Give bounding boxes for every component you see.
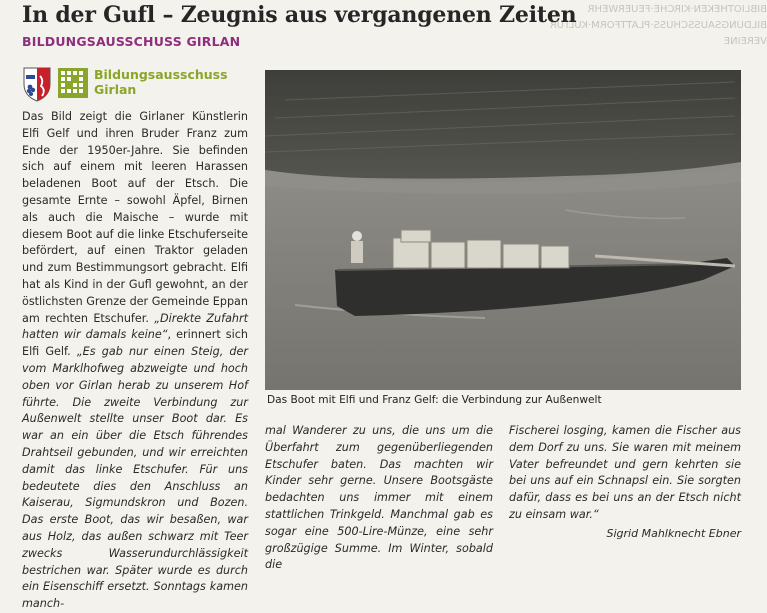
attribution-text: , erinnert sich Elfi Gelf.	[22, 328, 248, 359]
quote-recollection: „Es gab nur einen Steig, der vom Marklhofweg abzweigte und hoch oben vor Girlan herab zu unserem Hof führte. Die zweite Verbindung zur Außenwelt stellte unser Boot dar. Es war an ein über die Etsch führendes Drahtseil gebunden, und wir erreichten damit das linke Etschufer. Für uns bedeutete dies den Anschluss an Kaiserau, Sigmundskron und Bozen. Das erste Boot, das wir besaßen, war aus Holz, das außen schwarz mit Teer zwecks Wasserundurchlässigkeit bestrichen war. Später wurde es durch ein Eisenschiff ersetzt. Sonntags kamen manch-	[22, 345, 248, 611]
article-photo	[265, 70, 741, 390]
article-column-2	[265, 423, 493, 574]
bleed-through-text: BIBLIOTHEKEN·KIRCHE·FEUERWEHR BILDUNGSAUSSCHUSS·PLATTFORM·KULTUR VEREINE	[549, 4, 767, 47]
eppan-coat-of-arms-icon	[22, 66, 52, 102]
column-1-intro: Das Bild zeigt die Girlaner Künstlerin Elfi Gelf und ihren Bruder Franz zum Ende der 1950er-Jahre. Sie befinden sich auf einem mit leeren Harassen beladenen Boot auf der Etsch. Die gesamte Ernte – sowohl Äpfel, Birnen als auch die Maische – wurde mit diesem Boot auf die linke Etschuferseite befördert, auf einen Traktor geladen und zum Bestimmungsort gebracht. Elfi hat als Kind in der Gufl gewohnt, an der östlichsten Grenze der Gemeinde Eppan am rechten Etschufer.	[22, 110, 249, 325]
boat-photo-image	[265, 70, 741, 390]
article-column-3	[509, 423, 741, 524]
article-subtitle: BILDUNGSAUSSCHUSS GIRLAN	[22, 34, 241, 49]
bildungsausschuss-grid-logo-icon	[58, 68, 88, 98]
column-2-text: mal Wanderer zu uns, die uns um die Überfahrt zum gegenüberliegenden Etschufer baten. Das machten wir Kinder sehr gerne. Unsere Bootsgäste bedachten uns immer mit einem stattlichen Trinkgeld. Manchmal gab es sogar eine 500-Lire-Münze, eine sehr großzügige Summe. Im Winter, sobald die	[265, 424, 493, 572]
logo-text: Bildungsausschuss Girlan	[94, 67, 228, 97]
photo-caption: Das Boot mit Elfi und Franz Gelf: die Verbindung zur Außenwelt	[267, 394, 602, 406]
article-author: Sigrid Mahlknecht Ebner	[606, 527, 741, 540]
quote-direct-access: „Direkte Zufahrt hatten wir damals keine“	[22, 311, 249, 342]
article-column-1	[22, 109, 248, 613]
article-title: In der Gufl – Zeugnis aus vergangenen Zeiten	[22, 2, 577, 28]
column-3-text: Fischerei losging, kamen die Fischer aus dem Dorf zu uns. Sie waren mit meinem Vater befreundet und gern kehrten sie bei uns auf ein Schnapsl ein. Sie sorgten dafür, dass es bei uns an der Etsch nicht zu einsam war.“	[509, 424, 741, 521]
